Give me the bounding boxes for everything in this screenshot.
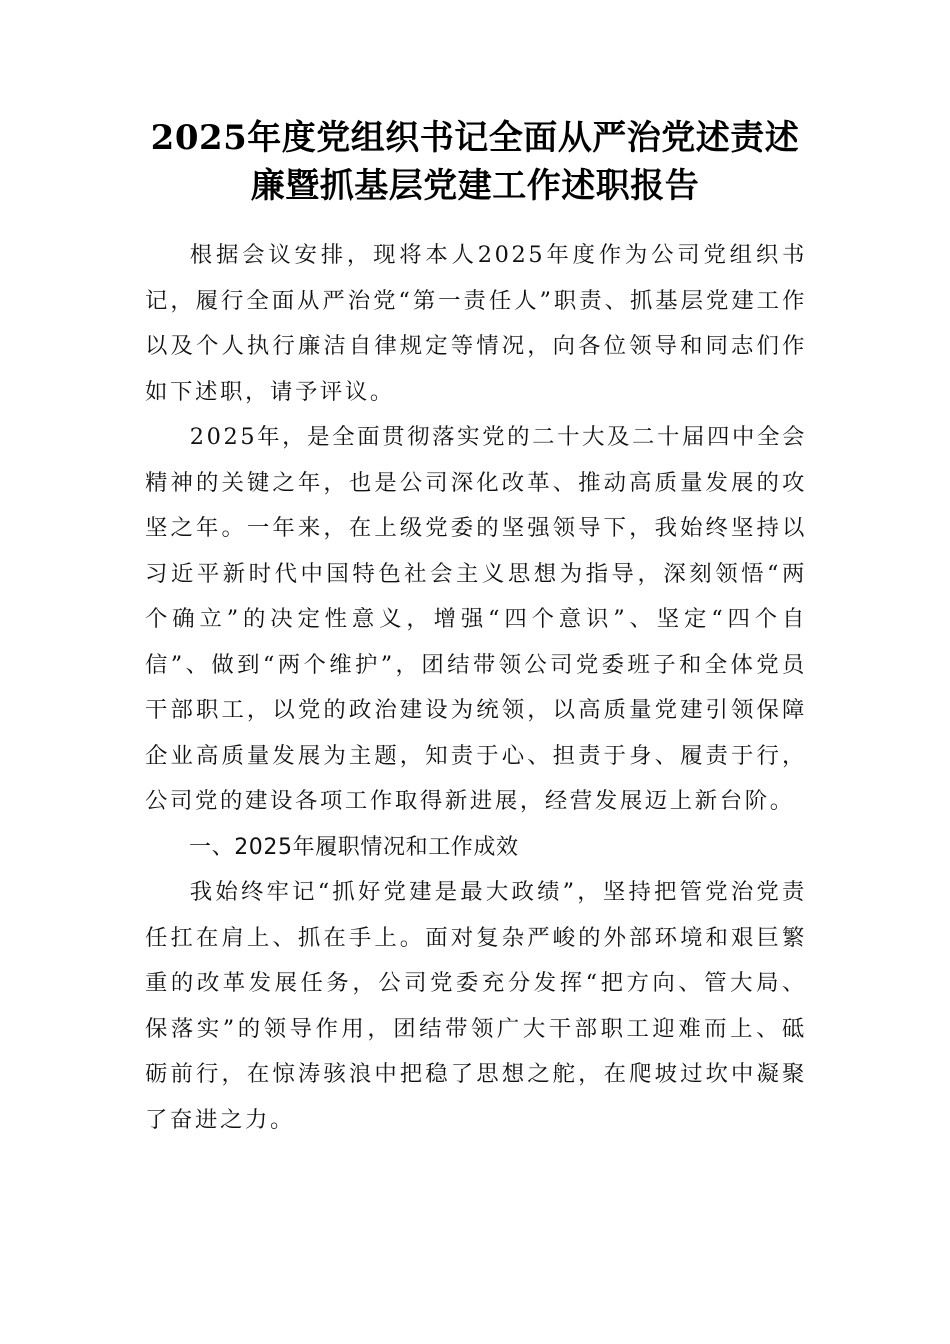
section-1-paragraph: 我始终牢记“抓好党建是最大政绩”，坚持把管党治党责任扛在肩上、抓在手上。面对复杂严峻的外部环境和艰巨繁重的改革发展任务，公司党委充分发挥“把方向、管大局、保落实”的领导作用，团结带领广大干部职工迎难而上、砥砺前行，在惊涛骇浪中把稳了思想之舵，在爬坡过坎中凝聚了奋进之力。: [145, 879, 807, 1133]
section-1-heading: 一、2025年履职情况和工作成效: [189, 834, 519, 860]
title-line-1: 2025年度党组织书记全面从严治党述责述: [150, 118, 800, 158]
intro-paragraph: 根据会议安排，现将本人2025年度作为公司党组织书记，履行全面从严治党“第一责任人”职责、抓基层党建工作以及个人执行廉洁自律规定等情况，向各位领导和同志们作如下述职，请予评议。: [145, 242, 807, 405]
title-line-2: 廉暨抓基层党建工作述职报告: [250, 166, 700, 206]
overview-paragraph: 2025年，是全面贯彻落实党的二十大及二十届四中全会精神的关键之年，也是公司深化改革、推动高质量发展的攻坚之年。一年来，在上级党委的坚强领导下，我始终坚持以习近平新时代中国特色社会主义思想为指导，深刻领悟“两个确立”的决定性意义，增强“四个意识”、坚定“四个自信”、做到“两个维护”，团结带领公司党委班子和全体党员干部职工，以党的政治建设为统领，以高质量党建引领保障企业高质量发展为主题，知责于心、担责于身、履责于行，公司党的建设各项工作取得新进展，经营发展迈上新台阶。: [145, 424, 807, 814]
document-body: [145, 233, 807, 1143]
document-title: [100, 114, 850, 210]
